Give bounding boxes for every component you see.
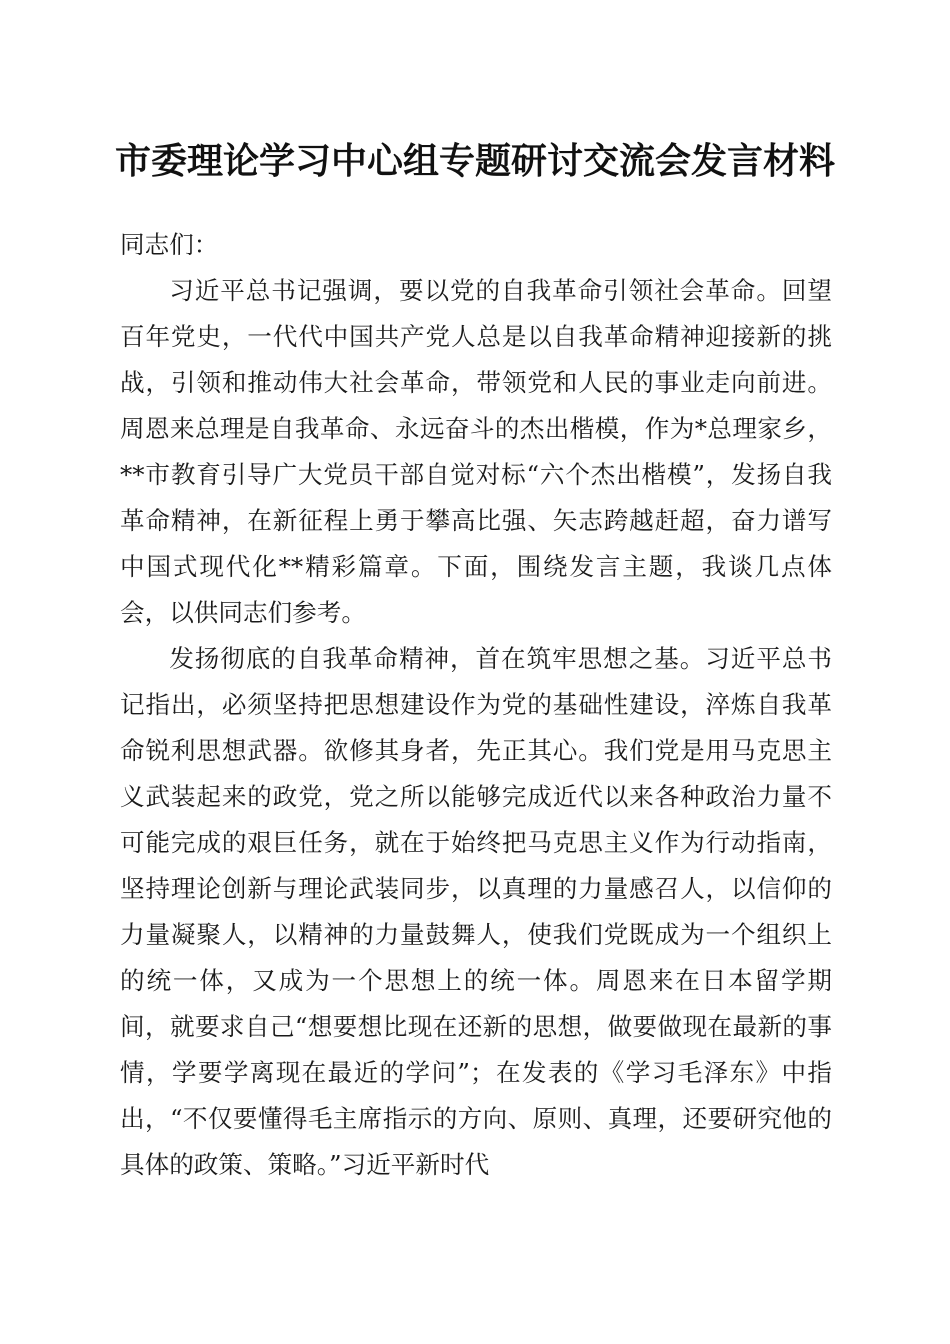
salutation: 同志们：	[120, 230, 219, 259]
document-body	[120, 222, 832, 1188]
paragraph-thought-foundation: 发扬彻底的自我革命精神，首在筑牢思想之基。习近平总书记指出，必须坚持把思想建设作为党的基础性建设，淬炼自我革命锐利思想武器。欲修其身者，先正其心。我们党是用马克思主义武装起来的政党，党之所以能够完成近代以来各种政治力量不可能完成的艰巨任务，就在于始终把马克思主义作为行动指南，坚持理论创新与理论武装同步，以真理的力量感召人，以信仰的力量凝聚人，以精神的力量鼓舞人，使我们党既成为一个组织上的统一体，又成为一个思想上的统一体。周恩来在日本留学期间，就要求自己“想要想比现在还新的思想，做要做现在最新的事情，学要学离现在最近的学问”；在发表的《学习毛泽东》中指出，“不仅要懂得毛主席指示的方向、原则、真理，还要研究他的具体的政策、策略。”习近平新时代	[120, 644, 832, 1179]
document-title: 市委理论学习中心组专题研讨交流会发言材料	[114, 140, 835, 182]
paragraph-intro: 习近平总书记强调，要以党的自我革命引领社会革命。回望百年党史，一代代中国共产党人总是以自我革命精神迎接新的挑战，引领和推动伟大社会革命，带领党和人民的事业走向前进。周恩来总理是自我革命、永远奋斗的杰出楷模，作为*总理家乡，**市教育引导广大党员干部自觉对标“六个杰出楷模”，发扬自我革命精神，在新征程上勇于攀高比强、矢志跨越赶超，奋力谱写中国式现代化**精彩篇章。下面，围绕发言主题，我谈几点体会，以供同志们参考。	[120, 276, 832, 627]
